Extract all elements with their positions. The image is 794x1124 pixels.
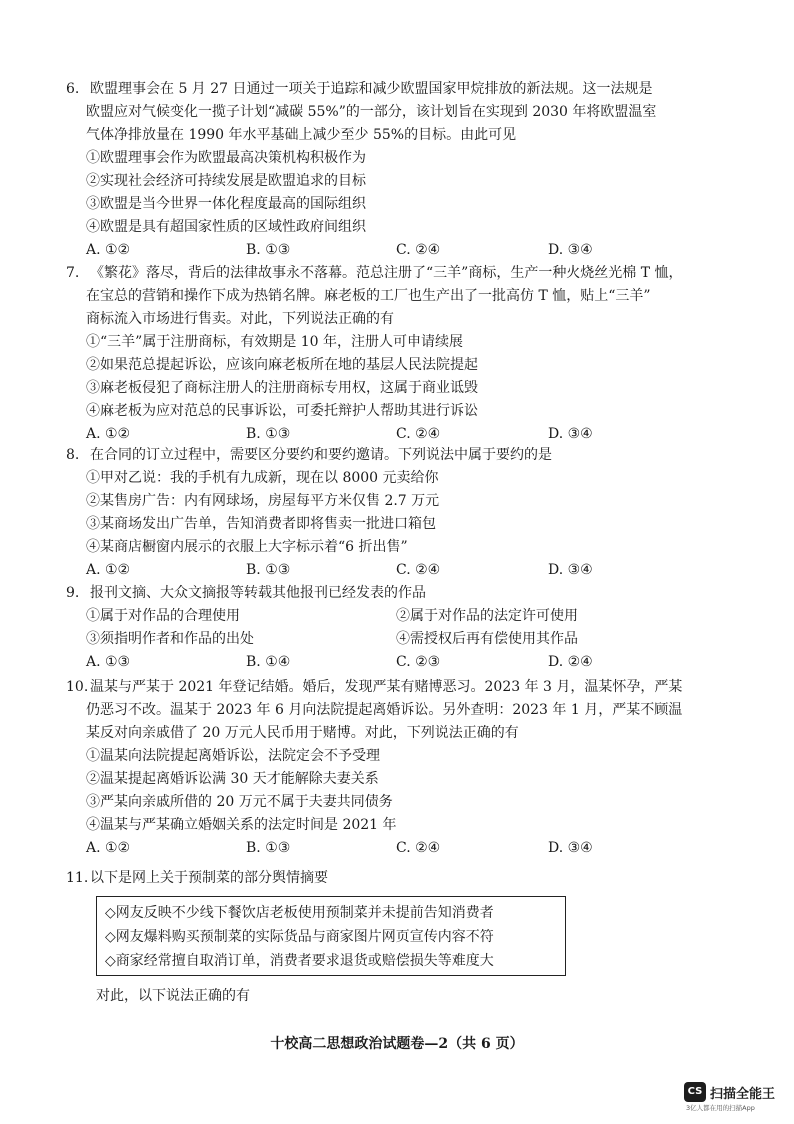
choice-b: B. ①③	[246, 242, 291, 258]
camscanner-logo-icon: CS	[684, 1082, 706, 1102]
option-1: ①“三羊”属于注册商标，有效期是 10 年，注册人可申请续展	[86, 334, 464, 350]
question-prompt: 对此，以下说法正确的有	[96, 988, 250, 1004]
question-10	[66, 676, 726, 860]
choice-a: A. ①②	[86, 562, 131, 578]
question-number: 6.	[66, 81, 80, 97]
question-number: 7.	[66, 265, 80, 281]
option-1: ①欧盟理事会作为欧盟最高决策机构积极作为	[86, 150, 366, 166]
question-stem	[66, 262, 726, 285]
summary-item: ◇网友反映不少线下餐饮店老板使用预制菜并未提前告知消费者	[105, 905, 494, 921]
scanner-watermark	[684, 1080, 784, 1114]
stem-line: 商标流入市场进行售卖。对此，下列说法正确的有	[86, 311, 394, 327]
question-number: 8.	[66, 447, 80, 463]
question-9	[66, 582, 726, 674]
choice-a: A. ①②	[86, 242, 131, 258]
choice-c: C. ②③	[396, 654, 441, 670]
option-3: ③须指明作者和作品的出处	[86, 631, 254, 647]
answer-choices	[66, 651, 726, 674]
choice-c: C. ②④	[396, 242, 441, 258]
option-2: ②实现社会经济可持续发展是欧盟追求的目标	[86, 173, 366, 189]
option-3: ③麻老板侵犯了商标注册人的注册商标专用权，这属于商业诋毁	[86, 380, 478, 396]
option-2: ②属于对作品的法定许可使用	[396, 608, 578, 624]
answer-choices	[66, 559, 726, 582]
option-2: ②如果范总提起诉讼，应该向麻老板所在地的基层人民法院提起	[86, 357, 478, 373]
question-stem	[66, 867, 726, 890]
summary-item: ◇商家经常擅自取消订单，消费者要求退货或赔偿损失等难度大	[105, 953, 494, 969]
choice-a: A. ①③	[86, 654, 131, 670]
summary-item: ◇网友爆料购买预制菜的实际货品与商家图片网页宣传内容不符	[105, 929, 494, 945]
stem-line: 在合同的订立过程中，需要区分要约和要约邀请。下列说法中属于要约的是	[90, 447, 552, 463]
stem-line: 仍恶习不改。温某于 2023 年 6 月向法院提起离婚诉讼。另外查明：2023 年 1 月，严某不顾温	[86, 702, 683, 718]
choice-c: C. ②④	[396, 562, 441, 578]
choice-d: D. ③④	[548, 562, 593, 578]
answer-choices	[66, 423, 726, 446]
question-stem	[66, 78, 726, 101]
option-1: ①属于对作品的合理使用	[86, 608, 240, 624]
choice-a: A. ①②	[86, 840, 131, 856]
option-2: ②某售房广告：内有网球场，房屋每平方米仅售 2.7 万元	[86, 493, 440, 509]
stem-line: 在宝总的营销和操作下成为热销名牌。麻老板的工厂也生产出了一批高仿 T 恤，贴上“三羊”	[86, 288, 651, 304]
stem-line: 某反对向亲戚借了 20 万元人民币用于赌博。对此，下列说法正确的有	[86, 725, 519, 741]
question-11	[66, 867, 726, 890]
option-row	[66, 605, 726, 628]
watermark-title: 扫描全能王	[710, 1087, 776, 1102]
choice-d: D. ③④	[548, 840, 593, 856]
question-number: 11.	[66, 870, 89, 886]
stem-line: 《繁花》落尽，背后的法律故事永不落幕。范总注册了“三羊”商标，生产一种火烧丝光棉 T 恤，	[90, 265, 683, 281]
choice-b: B. ①③	[246, 426, 291, 442]
choice-b: B. ①④	[246, 654, 291, 670]
option-2: ②温某提起离婚诉讼满 30 天才能解除夫妻关系	[86, 771, 379, 787]
page-footer: 十校高二思想政治试题卷—2（共 6 页）	[270, 1036, 524, 1052]
option-4: ④温某与严某确立婚姻关系的法定时间是 2021 年	[86, 817, 397, 833]
question-stem	[66, 676, 726, 699]
stem-line: 欧盟理事会在 5 月 27 日通过一项关于追踪和减少欧盟国家甲烷排放的新法规。这一法规是	[90, 81, 653, 97]
choice-d: D. ③④	[548, 426, 593, 442]
question-number: 9.	[66, 585, 80, 601]
option-3: ③某商场发出广告单，告知消费者即将售卖一批进口箱包	[86, 516, 436, 532]
choice-a: A. ①②	[86, 426, 131, 442]
answer-choices	[66, 239, 726, 262]
option-row	[66, 628, 726, 651]
watermark-subtitle: 3亿人都在用的扫描App	[686, 1104, 755, 1112]
opinion-summary-box	[96, 896, 566, 976]
question-6	[66, 78, 726, 262]
question-number: 10.	[66, 679, 89, 695]
option-4: ④某商店橱窗内展示的衣服上大字标示着“6 折出售”	[86, 539, 408, 555]
option-4: ④需授权后再有偿使用其作品	[396, 631, 578, 647]
choice-c: C. ②④	[396, 426, 441, 442]
option-1: ①温某向法院提起离婚诉讼，法院定会不予受理	[86, 748, 380, 764]
option-4: ④麻老板为应对范总的民事诉讼，可委托辩护人帮助其进行诉讼	[86, 403, 478, 419]
choice-d: D. ②④	[548, 654, 593, 670]
option-3: ③严某向亲戚所借的 20 万元不属于夫妻共同债务	[86, 794, 393, 810]
choice-d: D. ③④	[548, 242, 593, 258]
stem-line: 欧盟应对气候变化一揽子计划“减碳 55%”的一部分，该计划旨在实现到 2030 年将欧盟温室	[86, 104, 657, 120]
stem-line: 以下是网上关于预制菜的部分舆情摘要	[90, 870, 328, 886]
question-7	[66, 262, 726, 446]
question-8	[66, 444, 726, 582]
stem-line: 报刊文摘、大众文摘报等转载其他报刊已经发表的作品	[90, 585, 426, 601]
option-3: ③欧盟是当今世界一体化程度最高的国际组织	[86, 196, 366, 212]
choice-b: B. ①③	[246, 562, 291, 578]
choice-c: C. ②④	[396, 840, 441, 856]
option-4: ④欧盟是具有超国家性质的区域性政府间组织	[86, 219, 366, 235]
stem-line: 温某与严某于 2021 年登记结婚。婚后，发现严某有赌博恶习。2023 年 3 月，温某怀孕，严某	[90, 679, 683, 695]
choice-b: B. ①③	[246, 840, 291, 856]
option-1: ①甲对乙说：我的手机有九成新，现在以 8000 元卖给你	[86, 470, 439, 486]
question-stem	[66, 444, 726, 467]
stem-line: 气体净排放量在 1990 年水平基础上减少至少 55%的目标。由此可见	[86, 127, 517, 143]
question-stem	[66, 582, 726, 605]
answer-choices	[66, 837, 726, 860]
